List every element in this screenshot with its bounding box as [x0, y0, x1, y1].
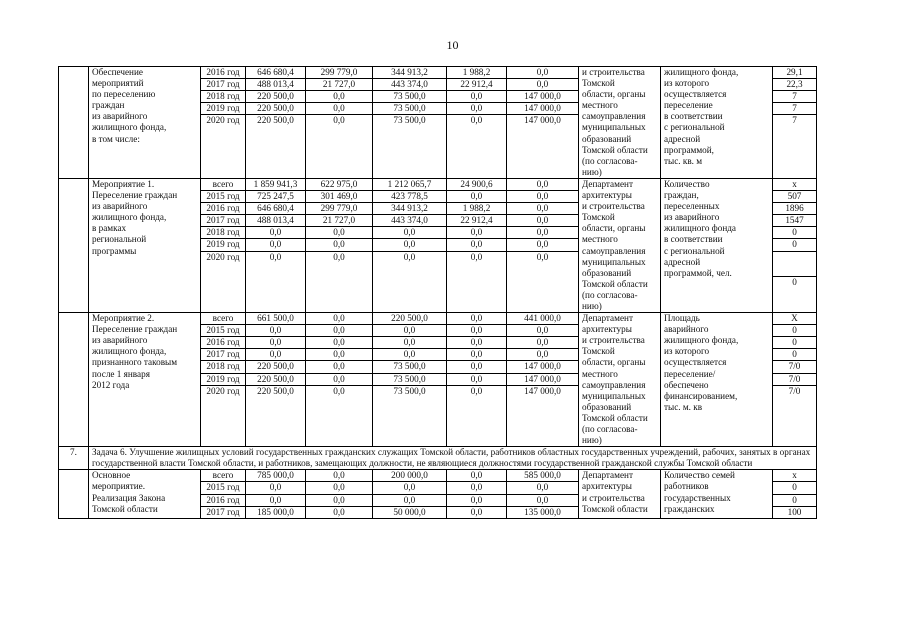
table-row [59, 67, 817, 79]
measure2-total-cell: 0,0 [246, 325, 306, 337]
main-measure-value-cell: 0 [773, 482, 817, 494]
measure1-organization-line: и строительства [582, 201, 645, 212]
measure2-total-cell: 220 500,0 [246, 361, 306, 373]
continuation-organization-line: Томской [582, 78, 615, 89]
measure2-organization-line: Департамент [582, 313, 633, 324]
measure1-loc-cell: 0,0 [447, 191, 507, 203]
continuation-value-cell: 7 [773, 91, 817, 103]
measure2-loc-cell: 0,0 [447, 361, 507, 373]
measure2-indicator-line: из которого [664, 346, 710, 357]
continuation-oth-cell: 147 000,0 [507, 91, 579, 103]
continuation-name-line: из аварийного [92, 111, 148, 122]
main-measure-total-cell: 0,0 [246, 494, 306, 506]
main-measure-loc-cell: 0,0 [447, 494, 507, 506]
continuation-organization-line: Томской области [582, 144, 648, 155]
measure1-year-cell: всего [201, 178, 246, 190]
measure2-name-line: из аварийного [92, 335, 148, 346]
measure1-organization-line: нию) [582, 300, 602, 311]
table-row [59, 178, 817, 190]
continuation-value-cell: 29,1 [773, 67, 817, 79]
task-text: Задача 6. Улучшение жилищных условий государственных гражданских служащих Томской области, работников областных государственных учреждений, рабочих, занятых в органах государственной власти Томской области, и работников, замещающих должности, не являющиеся должностями государственной гражданской службы Томской области [89, 447, 817, 470]
continuation-organization-line: образований [582, 133, 632, 144]
measure1-organization [579, 178, 661, 312]
main-measure-total-cell: 785 000,0 [246, 470, 306, 482]
continuation-organization [579, 67, 661, 179]
measure2-value-cell: 0 [773, 325, 817, 337]
main-measure-name-line: Реализация Закона [92, 492, 166, 503]
continuation-organization-line: нию) [582, 166, 602, 177]
measure1-total-cell: 646 680,4 [246, 203, 306, 215]
measure2-fed-cell: 0,0 [306, 361, 373, 373]
measure1-indicator-line: переселенных [664, 201, 720, 212]
measure2-value-cell: 7/0 [773, 385, 817, 447]
continuation-value-cell: 7 [773, 103, 817, 115]
main-measure-indicator-line: государственных [664, 492, 731, 503]
program-table [58, 66, 817, 519]
measure2-organization-line: местного [582, 368, 618, 379]
measure1-oth-cell: 0,0 [507, 191, 579, 203]
main-measure-oth-cell: 0,0 [507, 482, 579, 494]
measure2-oth-cell: 0,0 [507, 349, 579, 361]
continuation-oth-cell: 0,0 [507, 67, 579, 79]
measure2-loc-cell: 0,0 [447, 373, 507, 385]
continuation-oth-cell: 147 000,0 [507, 103, 579, 115]
main-measure-year-cell: 2016 год [201, 494, 246, 506]
measure2-loc-cell: 0,0 [447, 349, 507, 361]
measure1-value-cell: 0 [773, 239, 817, 251]
measure2-number-cell [59, 313, 89, 447]
measure2-value-cell: 0 [773, 349, 817, 361]
measure1-organization-line: Томской области [582, 278, 648, 289]
task-row [59, 447, 817, 470]
measure2-fed-cell: 0,0 [306, 337, 373, 349]
continuation-name-line: Обеспечение [92, 67, 143, 77]
measure2-indicator-line: осуществляется [664, 357, 727, 368]
measure1-reg-cell: 1 212 065,7 [373, 178, 447, 190]
measure2-organization-line: (по согласова- [582, 424, 638, 434]
measure2-fed-cell: 0,0 [306, 385, 373, 447]
measure2-oth-cell: 0,0 [507, 337, 579, 349]
continuation-number-cell [59, 67, 89, 179]
continuation-organization-line: (по согласова- [582, 155, 638, 166]
continuation-total-cell: 488 013,4 [246, 79, 306, 91]
table-body [59, 67, 817, 519]
measure1-number-cell [59, 178, 89, 312]
measure1-name-line: жилищного фонда, [92, 212, 167, 223]
measure2-indicator-line: Площадь [664, 313, 700, 324]
measure1-organization-line: самоуправления [582, 245, 646, 256]
measure1-oth-cell: 0,0 [507, 239, 579, 251]
continuation-organization-line: и строительства [582, 67, 645, 77]
measure2-name-line: 2012 года [92, 379, 130, 390]
measure1-indicator-line: жилищного фонда [664, 223, 736, 234]
main-measure-organization-line: Департамент [582, 470, 633, 481]
continuation-indicator-line: с региональной [664, 122, 725, 133]
continuation-reg-cell: 344 913,2 [373, 67, 447, 79]
main-measure-organization-line: архитектуры [582, 481, 632, 492]
measure1-year-cell: 2020 год [201, 251, 246, 313]
measure1-reg-cell: 0,0 [373, 227, 447, 239]
table-row [59, 313, 817, 325]
measure1-name-line: Переселение граждан [92, 190, 178, 201]
measure2-oth-cell: 147 000,0 [507, 385, 579, 447]
measure1-value-cell: 507 [773, 191, 817, 203]
measure1-indicator-line: граждан, [664, 190, 699, 201]
measure1-total-cell: 725 247,5 [246, 191, 306, 203]
continuation-indicator-line: осуществляется [664, 89, 727, 100]
measure2-fed-cell: 0,0 [306, 373, 373, 385]
measure2-organization-line: архитектуры [582, 324, 632, 335]
main-measure-indicator-line: гражданских [664, 503, 715, 514]
measure2-value-cell: 0 [773, 337, 817, 349]
continuation-year-cell: 2020 год [201, 115, 246, 179]
measure1-name-line: региональной [92, 234, 147, 245]
measure2-fed-cell: 0,0 [306, 349, 373, 361]
continuation-name-line: жилищного фонда, [92, 122, 167, 133]
measure2-fed-cell: 0,0 [306, 325, 373, 337]
main-measure-organization [579, 470, 661, 518]
main-measure-organization-line: и строительства [582, 492, 645, 503]
measure1-year-cell: 2018 год [201, 227, 246, 239]
measure1-name-line: в рамках [92, 223, 127, 234]
continuation-fed-cell: 0,0 [306, 103, 373, 115]
measure2-reg-cell: 73 500,0 [373, 373, 447, 385]
measure1-organization-line: муниципальных [582, 256, 646, 267]
measure1-value-cell: 1547 [773, 215, 817, 227]
main-measure-fed-cell: 0,0 [306, 470, 373, 482]
continuation-fed-cell: 21 727,0 [306, 79, 373, 91]
measure1-organization-line: Томской [582, 212, 615, 223]
measure1-reg-cell: 423 778,5 [373, 191, 447, 203]
continuation-value-cell: 22,3 [773, 79, 817, 91]
task-number: 7. [59, 447, 89, 470]
continuation-loc-cell: 22 912,4 [447, 79, 507, 91]
continuation-organization-line: муниципальных [582, 122, 646, 133]
measure1-value-cell: 0 [773, 227, 817, 239]
measure2-oth-cell: 147 000,0 [507, 373, 579, 385]
continuation-year-cell: 2017 год [201, 79, 246, 91]
measure2-indicator-line: переселение/ [664, 368, 716, 379]
main-measure-fed-cell: 0,0 [306, 494, 373, 506]
main-measure-fed-cell: 0,0 [306, 482, 373, 494]
measure1-year-cell: 2015 год [201, 191, 246, 203]
main-measure-loc-cell: 0,0 [447, 482, 507, 494]
measure2-name [89, 313, 201, 447]
main-measure-name-line: Основное [92, 470, 131, 481]
measure1-indicator-line: с региональной [664, 245, 725, 256]
continuation-organization-line: местного [582, 100, 618, 111]
continuation-total-cell: 220 500,0 [246, 103, 306, 115]
measure1-value-cell: 1896 [773, 203, 817, 215]
main-measure-name [89, 470, 201, 518]
measure2-organization [579, 313, 661, 447]
measure1-fed-cell: 299 779,0 [306, 203, 373, 215]
measure1-total-cell: 0,0 [246, 227, 306, 239]
main-measure-loc-cell: 0,0 [447, 470, 507, 482]
continuation-fed-cell: 299 779,0 [306, 67, 373, 79]
measure1-fed-cell: 0,0 [306, 239, 373, 251]
measure1-value-cell: х [773, 178, 817, 190]
measure2-indicator-line: жилищного фонда, [664, 335, 739, 346]
measure1-loc-cell: 22 912,4 [447, 215, 507, 227]
continuation-indicator-line: переселение [664, 100, 713, 111]
measure2-organization-line: нию) [582, 435, 602, 446]
continuation-name-line: мероприятий [92, 78, 144, 89]
main-measure-oth-cell: 0,0 [507, 494, 579, 506]
measure1-reg-cell: 344 913,2 [373, 203, 447, 215]
continuation-reg-cell: 73 500,0 [373, 91, 447, 103]
continuation-reg-cell: 73 500,0 [373, 115, 447, 179]
continuation-loc-cell: 1 988,2 [447, 67, 507, 79]
continuation-indicator-line: в соответствии [664, 111, 723, 122]
measure1-indicator-line: в соответствии [664, 234, 723, 245]
measure2-fed-cell: 0,0 [306, 313, 373, 325]
measure2-loc-cell: 0,0 [447, 385, 507, 447]
measure2-total-cell: 220 500,0 [246, 385, 306, 447]
measure2-organization-line: Томской области [582, 412, 648, 423]
measure2-reg-cell: 0,0 [373, 349, 447, 361]
measure2-name-line: Переселение граждан [92, 324, 178, 335]
measure1-oth-cell: 0,0 [507, 227, 579, 239]
continuation-loc-cell: 0,0 [447, 91, 507, 103]
measure1-total-cell: 0,0 [246, 251, 306, 313]
measure2-year-cell: 2016 год [201, 337, 246, 349]
main-measure-reg-cell: 200 000,0 [373, 470, 447, 482]
main-measure-year-cell: 2017 год [201, 506, 246, 518]
measure2-indicator-line: тыс. м. кв [664, 401, 703, 412]
measure1-indicator-line: из аварийного [664, 212, 720, 223]
measure2-year-cell: 2020 год [201, 385, 246, 447]
continuation-total-cell: 220 500,0 [246, 91, 306, 103]
measure2-total-cell: 0,0 [246, 337, 306, 349]
measure2-oth-cell: 441 000,0 [507, 313, 579, 325]
main-measure-total-cell: 0,0 [246, 482, 306, 494]
measure1-organization-line: местного [582, 234, 618, 245]
table-row [59, 470, 817, 482]
continuation-oth-cell: 0,0 [507, 79, 579, 91]
measure1-fed-cell: 0,0 [306, 227, 373, 239]
measure2-organization-line: муниципальных [582, 390, 646, 401]
measure2-reg-cell: 73 500,0 [373, 361, 447, 373]
measure1-organization-line: (по согласова- [582, 289, 638, 300]
measure2-organization-line: Томской [582, 346, 615, 357]
measure2-loc-cell: 0,0 [447, 313, 507, 325]
main-measure-reg-cell: 0,0 [373, 482, 447, 494]
measure2-indicator-line: аварийного [664, 324, 709, 335]
measure1-indicator-line: программой, чел. [664, 267, 732, 278]
measure2-organization-line: образований [582, 401, 632, 412]
continuation-value-cell: 7 [773, 115, 817, 179]
measure2-year-cell: 2018 год [201, 361, 246, 373]
measure1-organization-line: архитектуры [582, 190, 632, 201]
measure2-year-cell: 2019 год [201, 373, 246, 385]
measure1-fed-cell: 0,0 [306, 251, 373, 313]
measure1-fed-cell: 622 975,0 [306, 178, 373, 190]
measure2-loc-cell: 0,0 [447, 325, 507, 337]
main-measure-indicator [661, 470, 773, 518]
continuation-organization-line: самоуправления [582, 111, 646, 122]
measure1-loc-cell: 0,0 [447, 227, 507, 239]
continuation-loc-cell: 0,0 [447, 103, 507, 115]
measure2-oth-cell: 0,0 [507, 325, 579, 337]
measure1-reg-cell: 443 374,0 [373, 215, 447, 227]
continuation-indicator-line: программой, [664, 144, 714, 155]
measure1-oth-cell: 0,0 [507, 178, 579, 190]
measure1-year-cell: 2019 год [201, 239, 246, 251]
main-measure-name-line: Томской области [92, 503, 158, 514]
measure1-indicator-line: Количество [664, 178, 710, 189]
measure2-reg-cell: 220 500,0 [373, 313, 447, 325]
main-measure-reg-cell: 0,0 [373, 494, 447, 506]
measure2-year-cell: 2015 год [201, 325, 246, 337]
continuation-indicator-line: жилищного фонда, [664, 67, 739, 77]
page-number: 10 [446, 38, 459, 52]
measure2-oth-cell: 147 000,0 [507, 361, 579, 373]
measure2-name-line: признанного таковым [92, 357, 178, 368]
main-measure-value-cell: 0 [773, 494, 817, 506]
measure2-reg-cell: 0,0 [373, 337, 447, 349]
main-measure-reg-cell: 50 000,0 [373, 506, 447, 518]
main-measure-loc-cell: 0,0 [447, 506, 507, 518]
continuation-fed-cell: 0,0 [306, 115, 373, 179]
continuation-name-line: в том числе: [92, 133, 140, 144]
measure1-year-cell: 2017 год [201, 215, 246, 227]
measure1-reg-cell: 0,0 [373, 239, 447, 251]
continuation-name-line: по переселению [92, 89, 156, 100]
measure1-value-cell: 0 [773, 276, 817, 312]
continuation-indicator-line: тыс. кв. м [664, 155, 703, 166]
measure1-name-line: Мероприятие 1. [92, 178, 155, 189]
measure1-oth-cell: 0,0 [507, 251, 579, 313]
main-measure-year-cell: всего [201, 470, 246, 482]
measure2-indicator-line: обеспечено [664, 379, 709, 390]
measure1-name [89, 178, 201, 312]
measure1-organization-line: Департамент [582, 178, 633, 189]
measure2-total-cell: 220 500,0 [246, 373, 306, 385]
main-measure-indicator-line: работников [664, 481, 709, 492]
measure1-loc-cell: 0,0 [447, 251, 507, 313]
measure2-year-cell: 2017 год [201, 349, 246, 361]
measure2-total-cell: 0,0 [246, 349, 306, 361]
measure2-organization-line: и строительства [582, 335, 645, 346]
continuation-loc-cell: 0,0 [447, 115, 507, 179]
main-measure-indicator-line: Количество семей [664, 470, 735, 481]
main-measure-oth-cell: 135 000,0 [507, 506, 579, 518]
measure1-indicator-line: адресной [664, 256, 701, 267]
measure1-oth-cell: 0,0 [507, 215, 579, 227]
main-measure-name-line: мероприятие. [92, 481, 146, 492]
continuation-total-cell: 646 680,4 [246, 67, 306, 79]
measure2-value-cell: 7/0 [773, 373, 817, 385]
measure1-loc-cell: 24 900,6 [447, 178, 507, 190]
continuation-year-cell: 2018 год [201, 91, 246, 103]
measure1-total-cell: 1 859 941,3 [246, 178, 306, 190]
measure1-loc-cell: 1 988,2 [447, 203, 507, 215]
continuation-year-cell: 2016 год [201, 67, 246, 79]
continuation-fed-cell: 0,0 [306, 91, 373, 103]
continuation-year-cell: 2019 год [201, 103, 246, 115]
main-measure-fed-cell: 0,0 [306, 506, 373, 518]
measure1-name-line: из аварийного [92, 201, 148, 212]
main-measure-value-cell: 100 [773, 506, 817, 518]
measure1-organization-line: области, органы [582, 223, 646, 234]
measure1-loc-cell: 0,0 [447, 239, 507, 251]
measure2-total-cell: 661 500,0 [246, 313, 306, 325]
main-measure-total-cell: 185 000,0 [246, 506, 306, 518]
continuation-total-cell: 220 500,0 [246, 115, 306, 179]
measure1-name-line: программы [92, 245, 137, 256]
continuation-name-line: граждан [92, 100, 125, 111]
main-measure-year-cell: 2015 год [201, 482, 246, 494]
continuation-indicator-line: из которого [664, 78, 710, 89]
main-measure-organization-line: Томской области [582, 503, 648, 514]
measure1-value-cell [773, 251, 817, 276]
continuation-reg-cell: 443 374,0 [373, 79, 447, 91]
measure1-oth-cell: 0,0 [507, 203, 579, 215]
measure1-organization-line: образований [582, 267, 632, 278]
continuation-oth-cell: 147 000,0 [507, 115, 579, 179]
main-measure-value-cell: х [773, 470, 817, 482]
measure2-name-line: после 1 января [92, 368, 150, 379]
measure2-organization-line: области, органы [582, 357, 646, 368]
measure1-total-cell: 0,0 [246, 239, 306, 251]
measure1-indicator [661, 178, 773, 312]
measure2-year-cell: всего [201, 313, 246, 325]
measure2-reg-cell: 0,0 [373, 325, 447, 337]
measure2-value-cell: Х [773, 313, 817, 325]
measure2-name-line: жилищного фонда, [92, 346, 167, 357]
measure2-indicator-line: финансированием, [664, 390, 738, 401]
measure1-reg-cell: 0,0 [373, 251, 447, 313]
main-measure-number-cell [59, 470, 89, 518]
measure2-value-cell: 7/0 [773, 361, 817, 373]
measure1-year-cell: 2016 год [201, 203, 246, 215]
measure2-organization-line: самоуправления [582, 379, 646, 390]
measure2-loc-cell: 0,0 [447, 337, 507, 349]
measure2-reg-cell: 73 500,0 [373, 385, 447, 447]
continuation-indicator [661, 67, 773, 179]
measure1-fed-cell: 301 469,0 [306, 191, 373, 203]
measure2-name-line: Мероприятие 2. [92, 313, 155, 324]
continuation-organization-line: области, органы [582, 89, 646, 100]
continuation-reg-cell: 73 500,0 [373, 103, 447, 115]
continuation-indicator-line: адресной [664, 133, 701, 144]
measure1-total-cell: 488 013,4 [246, 215, 306, 227]
measure2-indicator [661, 313, 773, 447]
continuation-name [89, 67, 201, 179]
measure1-fed-cell: 21 727,0 [306, 215, 373, 227]
main-measure-oth-cell: 585 000,0 [507, 470, 579, 482]
